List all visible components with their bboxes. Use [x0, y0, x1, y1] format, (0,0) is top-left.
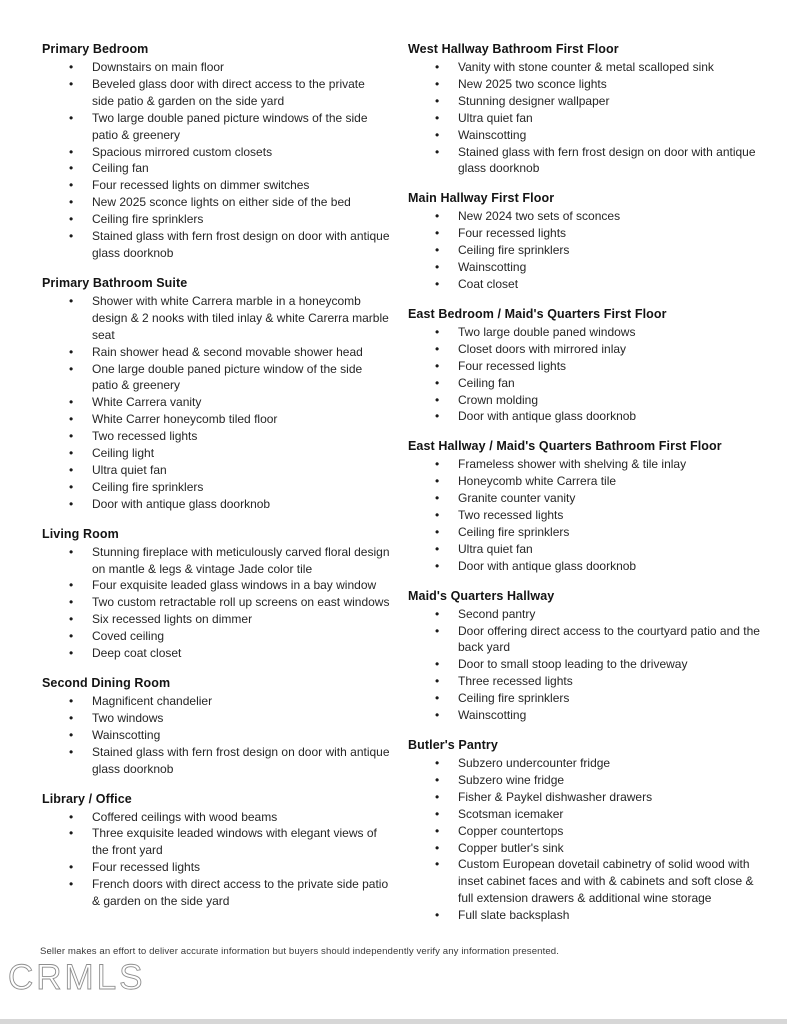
feature-item: • Two large double paned picture windows of the side patio & greenery	[42, 110, 390, 144]
room-section	[408, 191, 760, 293]
feature-list	[42, 544, 390, 662]
feature-item: • Closet doors with mirrored inlay	[408, 341, 760, 358]
section-title: East Bedroom / Maid's Quarters First Floor	[408, 306, 667, 321]
room-section	[408, 439, 760, 574]
feature-list	[408, 755, 760, 924]
feature-item: • Coffered ceilings with wood beams	[42, 809, 390, 826]
feature-item: • White Carrera vanity	[42, 394, 390, 411]
seller-disclaimer: Seller makes an effort to deliver accurate information but buyers should independently verify any information presented.	[40, 946, 559, 957]
room-section	[408, 589, 760, 724]
column-left	[42, 42, 390, 924]
section-title: Primary Bathroom Suite	[42, 275, 188, 290]
feature-list	[408, 456, 760, 574]
section-title: Butler's Pantry	[408, 738, 498, 752]
feature-item: • Four recessed lights	[408, 225, 760, 242]
feature-item: • Magnificent chandelier	[42, 693, 390, 710]
section-title: West Hallway Bathroom First Floor	[408, 42, 619, 56]
feature-item: • Ceiling fire sprinklers	[408, 242, 760, 259]
feature-item: • Six recessed lights on dimmer	[42, 611, 390, 628]
room-section	[42, 527, 390, 662]
section-title: Main Hallway First Floor	[408, 191, 555, 206]
feature-item: • Deep coat closet	[42, 645, 390, 662]
feature-item: • Subzero wine fridge	[408, 772, 760, 789]
feature-item: • Ceiling fire sprinklers	[42, 479, 390, 496]
feature-item: • Vanity with stone counter & metal scalloped sink	[408, 59, 760, 76]
feature-item: • Fisher & Paykel dishwasher drawers	[408, 789, 760, 806]
feature-list	[408, 59, 760, 177]
feature-item: • Two windows	[42, 710, 390, 727]
feature-list	[42, 809, 390, 910]
feature-list	[408, 324, 760, 425]
feature-item: • Four recessed lights on dimmer switches	[42, 177, 390, 194]
feature-item: • Door to small stoop leading to the driveway	[408, 656, 760, 673]
feature-item: • Wainscotting	[42, 727, 390, 744]
feature-item: • Two recessed lights	[42, 428, 390, 445]
feature-item: • Ultra quiet fan	[42, 462, 390, 479]
feature-item: • Downstairs on main floor	[42, 59, 390, 76]
feature-item: • Stained glass with fern frost design on door with antique glass doorknob	[42, 228, 390, 262]
room-section	[42, 276, 390, 513]
feature-item: • Copper countertops	[408, 823, 760, 840]
feature-item: • New 2025 two sconce lights	[408, 76, 760, 93]
feature-item: • Subzero undercounter fridge	[408, 755, 760, 772]
section-title: Maid's Quarters Hallway	[408, 588, 555, 603]
feature-item: • Door offering direct access to the courtyard patio and the back yard	[408, 623, 760, 657]
feature-item: • Door with antique glass doorknob	[408, 408, 760, 425]
feature-item: • Two recessed lights	[408, 507, 760, 524]
feature-item: • Frameless shower with shelving & tile inlay	[408, 456, 760, 473]
feature-list	[42, 693, 390, 778]
feature-item: • Coat closet	[408, 276, 760, 293]
feature-item: • Beveled glass door with direct access to the private side patio & garden on the side yard	[42, 76, 390, 110]
feature-item: • French doors with direct access to the private side patio & garden on the side yard	[42, 876, 390, 910]
feature-list	[42, 293, 390, 513]
feature-item: • Four recessed lights	[42, 859, 390, 876]
column-right	[408, 42, 760, 938]
feature-item: • One large double paned picture window of the side patio & greenery	[42, 361, 390, 395]
feature-item: • Four exquisite leaded glass windows in a bay window	[42, 577, 390, 594]
section-title: East Hallway / Maid's Quarters Bathroom First Floor	[408, 439, 722, 454]
feature-item: • Ceiling fire sprinklers	[408, 524, 760, 541]
feature-item: • Four recessed lights	[408, 358, 760, 375]
feature-item: • Stunning designer wallpaper	[408, 93, 760, 110]
room-section	[42, 792, 390, 910]
feature-item: • Ceiling fan	[42, 160, 390, 177]
feature-item: • Stained glass with fern frost design on door with antique glass doorknob	[42, 744, 390, 778]
room-section	[42, 42, 390, 262]
room-section	[42, 676, 390, 778]
feature-item: • Copper butler's sink	[408, 840, 760, 857]
feature-item: • Spacious mirrored custom closets	[42, 144, 390, 161]
feature-item: • Ceiling fire sprinklers	[408, 690, 760, 707]
room-section	[408, 42, 760, 177]
feature-item: • Door with antique glass doorknob	[408, 558, 760, 575]
section-title: Living Room	[42, 526, 119, 541]
feature-item: • New 2024 two sets of sconces	[408, 208, 760, 225]
room-section	[408, 307, 760, 425]
feature-item: • Stunning fireplace with meticulously carved floral design on mantle & legs & vintage Jade color tile	[42, 544, 390, 578]
section-title: Primary Bedroom	[42, 42, 149, 56]
feature-item: • New 2025 sconce lights on either side of the bed	[42, 194, 390, 211]
feature-item: • Three exquisite leaded windows with elegant views of the front yard	[42, 825, 390, 859]
feature-item: • Wainscotting	[408, 707, 760, 724]
feature-item: • Rain shower head & second movable shower head	[42, 344, 390, 361]
feature-list	[42, 59, 390, 262]
feature-item: • Second pantry	[408, 606, 760, 623]
bottom-edge-strip	[0, 1019, 787, 1024]
feature-list	[408, 606, 760, 724]
feature-item: • Three recessed lights	[408, 673, 760, 690]
section-title: Second Dining Room	[42, 676, 171, 690]
feature-item: • Full slate backsplash	[408, 907, 760, 924]
feature-item: • Coved ceiling	[42, 628, 390, 645]
feature-item: • Stained glass with fern frost design on door with antique glass doorknob	[408, 144, 760, 178]
feature-item: • Honeycomb white Carrera tile	[408, 473, 760, 490]
room-section	[408, 738, 760, 924]
feature-item: • Ceiling fan	[408, 375, 760, 392]
feature-item: • Crown molding	[408, 392, 760, 409]
feature-item: • Ceiling light	[42, 445, 390, 462]
feature-item: • Two large double paned windows	[408, 324, 760, 341]
feature-item: • Wainscotting	[408, 127, 760, 144]
feature-item: • Two custom retractable roll up screens on east windows	[42, 594, 390, 611]
feature-item: • Shower with white Carrera marble in a honeycomb design & 2 nooks with tiled inlay & white Carerra marble seat	[42, 293, 390, 344]
crmls-watermark: CRMLS	[8, 958, 146, 997]
feature-item: • Ultra quiet fan	[408, 110, 760, 127]
feature-item: • Ultra quiet fan	[408, 541, 760, 558]
feature-item: • Ceiling fire sprinklers	[42, 211, 390, 228]
feature-item: • Door with antique glass doorknob	[42, 496, 390, 513]
feature-item: • Scotsman icemaker	[408, 806, 760, 823]
feature-list	[408, 208, 760, 293]
section-title: Library / Office	[42, 791, 132, 806]
feature-item: • Wainscotting	[408, 259, 760, 276]
feature-item: • White Carrer honeycomb tiled floor	[42, 411, 390, 428]
feature-item: • Custom European dovetail cabinetry of solid wood with inset cabinet faces and with & cabinets and soft close & full extension drawers & additional wine storage	[408, 856, 760, 907]
feature-item: • Granite counter vanity	[408, 490, 760, 507]
